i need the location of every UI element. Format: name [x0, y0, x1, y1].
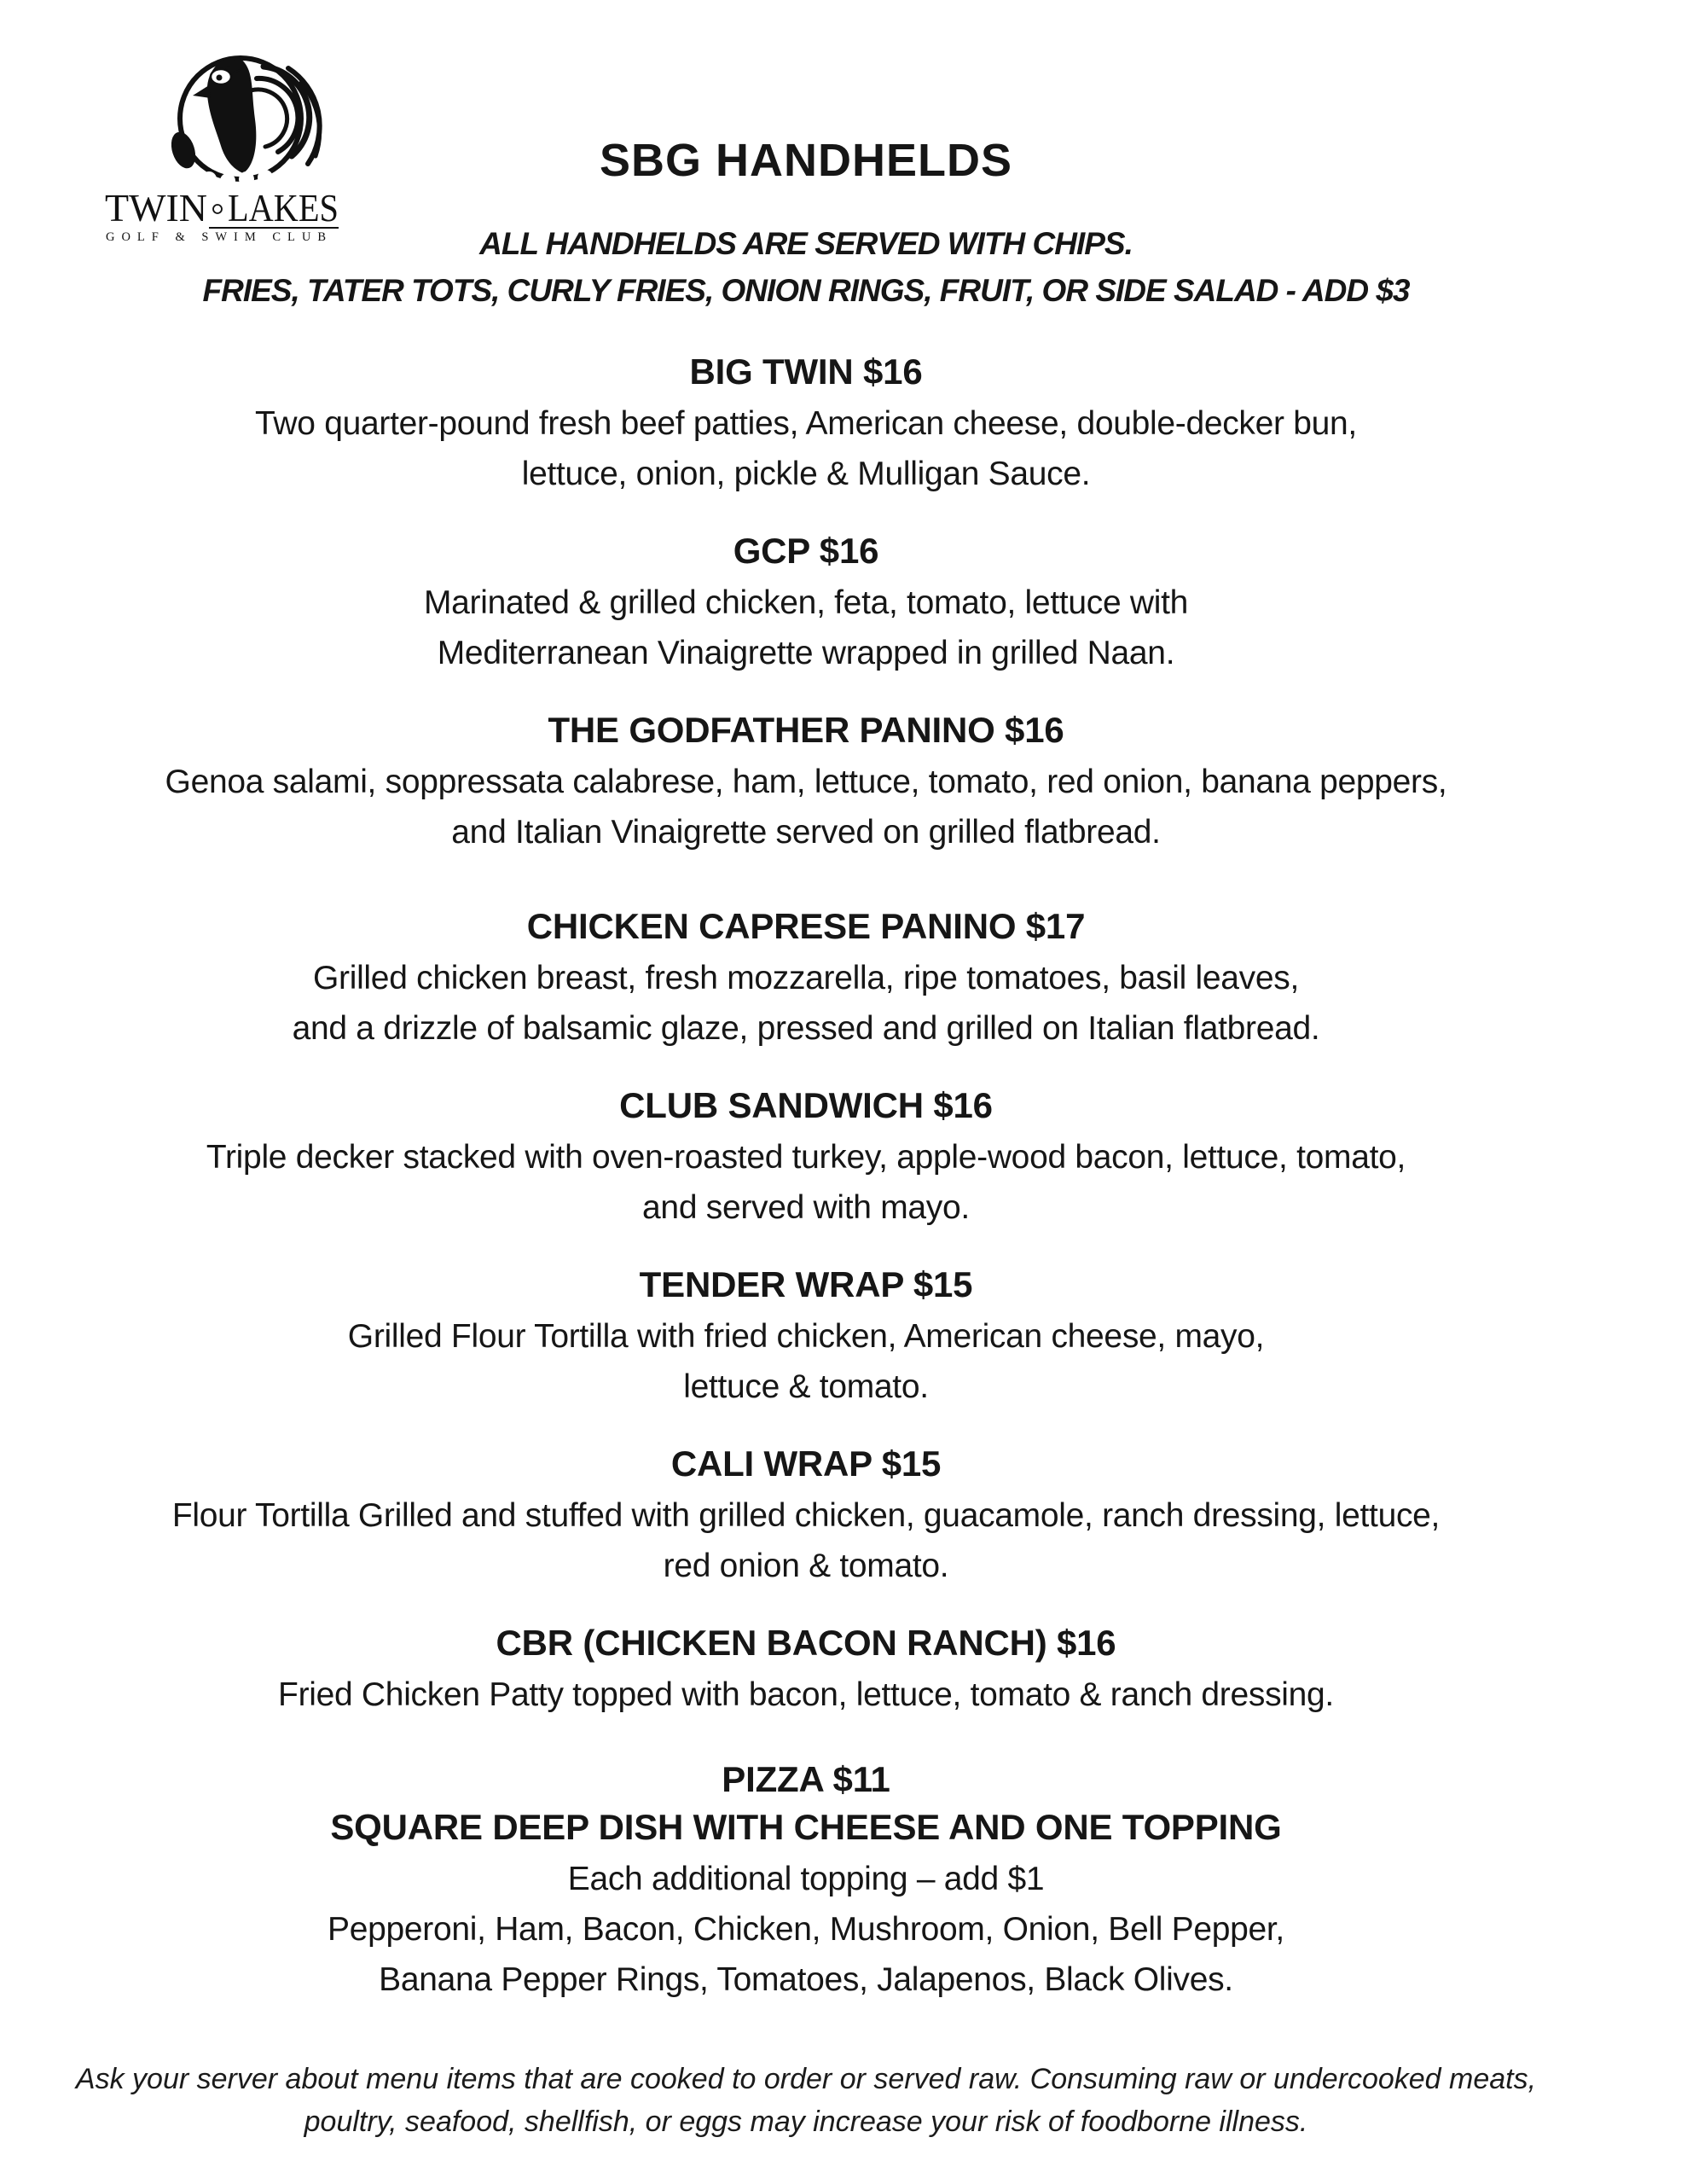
description-line: and Italian Vinaigrette served on grilled flatbread. [451, 814, 1161, 851]
menu-item-description [0, 953, 1612, 1054]
golf-ball-icon [213, 205, 222, 213]
menu-item-chicken-caprese-panino [0, 905, 1612, 1054]
menu-item-gcp [0, 530, 1612, 678]
menu-item-godfather-panino [0, 709, 1612, 857]
menu-item-heading: CLUB SANDWICH $16 [619, 1085, 993, 1125]
menu-item-pizza [0, 1758, 1612, 2005]
menu-item-description [0, 578, 1612, 678]
menu-item-heading: TENDER WRAP $15 [639, 1264, 973, 1304]
pizza-heading: PIZZA $11 [722, 1759, 890, 1799]
menu-item-heading: CHICKEN CAPRESE PANINO $17 [526, 906, 1086, 946]
description-line: and a drizzle of balsamic glaze, pressed and grilled on Italian flatbread. [292, 1010, 1320, 1047]
description-line: Genoa salami, soppressata calabrese, ham, lettuce, tomato, red onion, banana peppers, [165, 764, 1447, 800]
description-line: lettuce, onion, pickle & Mulligan Sauce. [521, 456, 1091, 492]
menu-item-heading: CBR (CHICKEN BACON RANCH) $16 [496, 1623, 1116, 1663]
page-title: SBG HANDHELDS [599, 135, 1013, 186]
intro-note-line-1: ALL HANDHELDS ARE SERVED WITH CHIPS. [479, 226, 1133, 261]
menu-item-big-twin [0, 351, 1612, 499]
menu-item-heading: THE GODFATHER PANINO $16 [548, 710, 1064, 750]
menu-item-description [0, 398, 1612, 499]
twin-lakes-logo [81, 34, 345, 243]
description-line: Grilled chicken breast, fresh mozzarella, ripe tomatoes, basil leaves, [312, 960, 1299, 996]
pizza-subheading: SQUARE DEEP DISH WITH CHEESE AND ONE TOPPING [330, 1807, 1282, 1847]
description-line: Mediterranean Vinaigrette wrapped in grilled Naan. [437, 635, 1175, 671]
description-line: Flour Tortilla Grilled and stuffed with grilled chicken, guacamole, ranch dressing, lettuce, [171, 1497, 1441, 1534]
menu-item-description [0, 757, 1612, 857]
toppings-line: Banana Pepper Rings, Tomatoes, Jalapenos, Black Olives. [379, 1961, 1233, 1998]
menu-item-heading: BIG TWIN $16 [689, 351, 923, 392]
menu-item-cali-wrap [0, 1443, 1612, 1591]
description-line: Two quarter-pound fresh beef patties, American cheese, double-decker bun, [255, 405, 1357, 442]
description-line: red onion & tomato. [663, 1548, 949, 1584]
description-line: Marinated & grilled chicken, feta, tomato, lettuce with [423, 584, 1189, 621]
disclaimer-line-2: poultry, seafood, shellfish, or eggs may increase your risk of foodborne illness. [304, 2106, 1308, 2138]
menu-item-heading: GCP $16 [733, 531, 879, 571]
toppings-line: Pepperoni, Ham, Bacon, Chicken, Mushroom, Onion, Bell Pepper, [328, 1911, 1284, 1948]
menu-item-club-sandwich [0, 1084, 1612, 1233]
intro-note-line-2: FRIES, TATER TOTS, CURLY FRIES, ONION RINGS, FRUIT, OR SIDE SALAD - ADD $3 [202, 273, 1410, 308]
menu-item-description [0, 1132, 1612, 1233]
logo-tagline: GOLF & SWIM CLUB [106, 230, 329, 243]
allergy-disclaimer [0, 2058, 1612, 2143]
swan-emblem-icon [81, 34, 345, 243]
description-line: Grilled Flour Tortilla with fried chicken, American cheese, mayo, [347, 1318, 1265, 1355]
menu-item-description [0, 1311, 1612, 1412]
menu-item-description [0, 1670, 1612, 1720]
disclaimer-line-1: Ask your server about menu items that are cooked to order or served raw. Consuming raw or undercooked meats, [75, 2063, 1537, 2095]
menu-item-description [0, 1490, 1612, 1591]
menu-item-heading: CALI WRAP $15 [670, 1443, 942, 1484]
menu-item-tender-wrap [0, 1263, 1612, 1412]
description-line: Triple decker stacked with oven-roasted turkey, apple-wood bacon, lettuce, tomato, [206, 1139, 1406, 1176]
pizza-topping-note: Each additional topping – add $1 [567, 1861, 1045, 1897]
description-line: Fried Chicken Patty topped with bacon, lettuce, tomato & ranch dressing. [278, 1676, 1334, 1713]
logo-wordmark-lakes: LAKES [228, 186, 339, 229]
description-line: lettuce & tomato. [683, 1368, 929, 1405]
menu-item-cbr [0, 1622, 1612, 1720]
logo-wordmark-twin: TWIN [105, 186, 207, 229]
description-line: and served with mayo. [642, 1189, 970, 1226]
pizza-toppings-list [0, 1904, 1612, 2005]
